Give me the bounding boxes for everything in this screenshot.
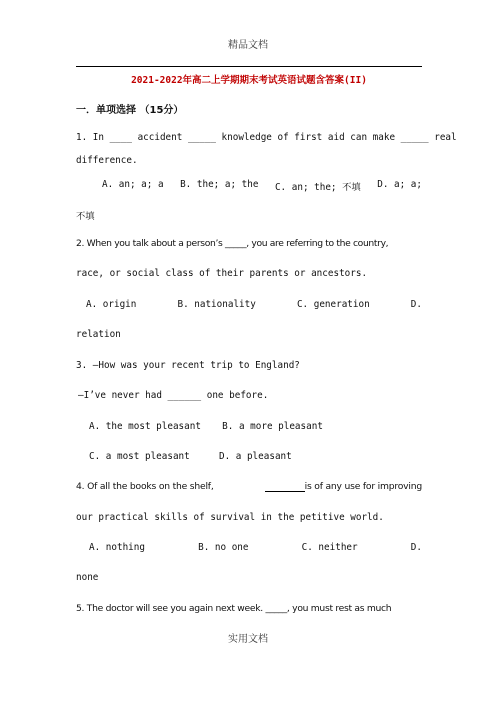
question-1-text: 1. In ____ accident _____ knowledge of first aid can make _____ real [76, 132, 457, 143]
option-c: C. a most pleasant [89, 451, 190, 462]
option-c: C. generation [296, 299, 370, 310]
option-b: B. nationality [177, 299, 256, 310]
option-a: A. an; a; a [102, 179, 164, 190]
header-rule [76, 66, 422, 67]
question-1-line-1 [76, 132, 457, 143]
question-2-line-2: race, or social class of their parents or ancestors. [76, 268, 368, 279]
page-header: 精品文档 [228, 40, 268, 51]
option-d: D. a; a; [377, 179, 422, 190]
question-1-options [102, 179, 422, 193]
question-3-options-row-1 [89, 421, 323, 432]
question-4-options-cont: none [76, 572, 99, 583]
option-b: B. no one [198, 542, 249, 553]
option-c: C. an; the; 不填 [274, 182, 361, 193]
option-d: D. [410, 299, 422, 310]
question-3-options-row-2 [89, 451, 292, 462]
option-b: B. a more pleasant [222, 421, 323, 432]
question-2-options [86, 299, 422, 310]
question-5-line-1: 5. The doctor will see you again next week. _____, you must rest as much [76, 603, 392, 614]
question-3-line-1: 3. —How was your recent trip to England? [76, 360, 300, 371]
question-4-text-a: 4. Of all the books on the shelf, [76, 481, 214, 492]
option-a: A. origin [86, 299, 137, 310]
question-4-text-b: is of any use for improving [304, 481, 422, 492]
section-heading: 一．单项选择 （15分） [76, 105, 184, 116]
question-2-options-cont: relation [76, 329, 121, 340]
question-3-line-2: —I’ve never had ______ one before. [78, 390, 269, 401]
option-d: D. [410, 542, 422, 553]
option-a: A. the most pleasant [89, 421, 201, 432]
answer-blank [265, 481, 305, 492]
question-4-line-2: our practical skills of survival in the petitive world. [76, 512, 384, 523]
document-title: 2021-2022年高二上学期期末考试英语试题含答案(II) [131, 75, 367, 86]
question-4-options [89, 542, 422, 553]
question-2-line-1: 2. When you talk about a person’s _____, you are referring to the country, [76, 238, 389, 249]
question-1-line-2: difference. [76, 155, 138, 166]
question-4-line-1 [76, 481, 422, 492]
option-a: A. nothing [89, 542, 145, 553]
page-footer: 实用文档 [228, 634, 268, 645]
question-1-options-cont: 不填 [76, 211, 95, 222]
option-b: B. the; a; the [180, 179, 259, 190]
option-c: C. neither [301, 542, 358, 553]
option-d: D. a pleasant [218, 451, 292, 462]
